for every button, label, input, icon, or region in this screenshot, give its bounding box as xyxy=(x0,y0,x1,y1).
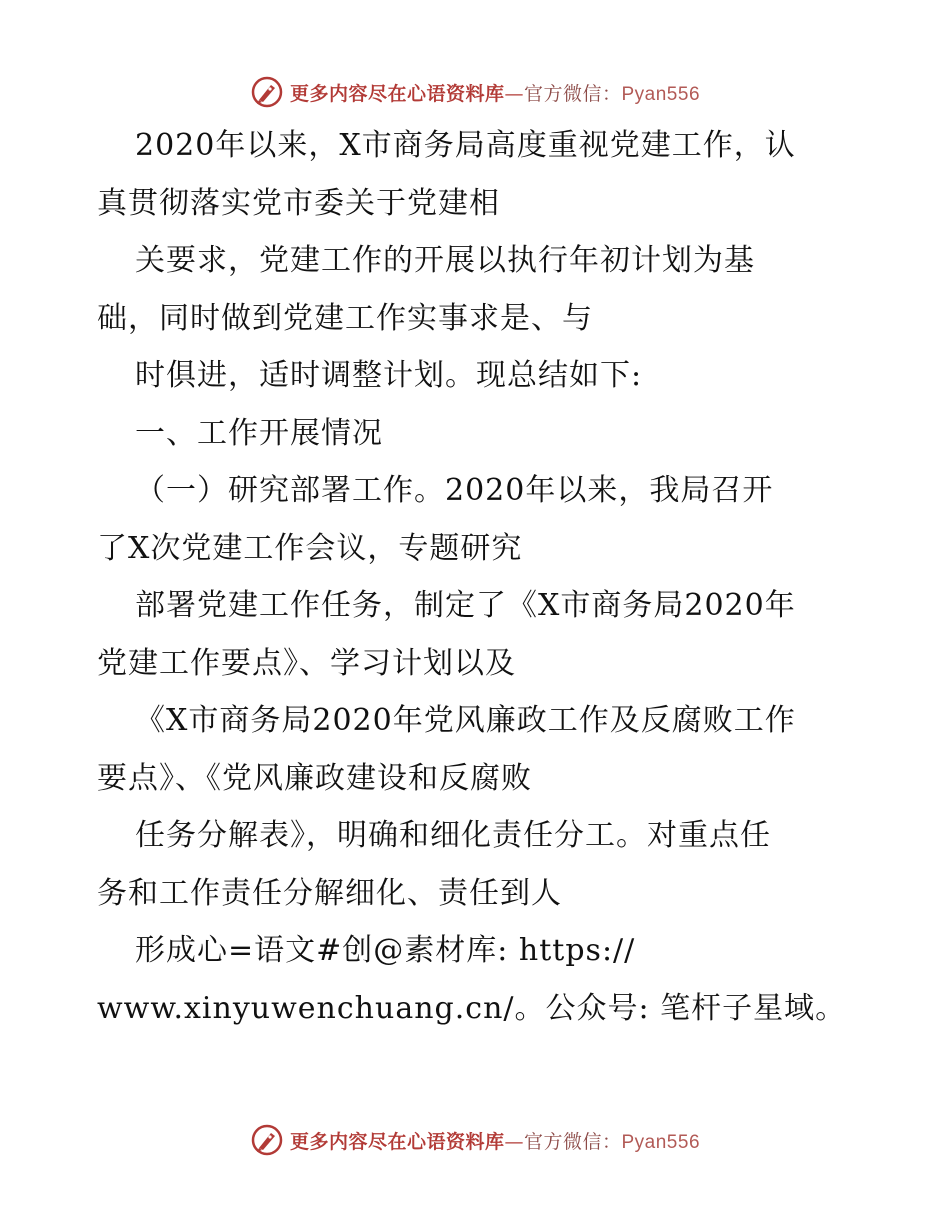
banner-wechat-id: Pyan556 xyxy=(621,1131,701,1153)
section-heading: 一、工作开展情况 xyxy=(135,415,383,451)
banner-wechat-id: Pyan556 xyxy=(621,83,701,105)
paragraph-line: 《X市商务局2020年党风廉政工作及反腐败工作 xyxy=(135,703,796,738)
paragraph-line: 2020年以来，X市商务局高度重视党建工作，认 xyxy=(135,128,796,163)
document-body xyxy=(97,117,857,1037)
paragraph-line: （一）研究部署工作。2020年以来，我局召开 xyxy=(135,473,774,508)
banner-separator: — xyxy=(504,82,524,105)
pen-nib-circle-icon xyxy=(250,1123,284,1157)
banner-slogan: 更多内容尽在心语资料库 xyxy=(289,1130,505,1153)
banner-separator: — xyxy=(504,1130,524,1153)
paragraph-line: www.xinyuwenchuang.cn/。公众号: 笔杆子星域。 xyxy=(97,990,847,1026)
paragraph-line: 形成心=语文#创@素材库: https:// xyxy=(135,933,636,968)
paragraph-line: 任务分解表》，明确和细化责任分工。对重点任 xyxy=(135,818,771,853)
banner-slogan: 更多内容尽在心语资料库 xyxy=(289,82,505,105)
paragraph-line: 真贯彻落实党市委关于党建相 xyxy=(97,185,500,221)
footer-banner xyxy=(0,1120,950,1160)
paragraph-line: 务和工作责任分解细化、责任到人 xyxy=(97,875,562,911)
paragraph-line: 了X次党建工作会议，专题研究 xyxy=(97,530,523,566)
paragraph-line: 党建工作要点》、学习计划以及 xyxy=(97,645,516,681)
paragraph-line: 础，同时做到党建工作实事求是、与 xyxy=(97,300,593,336)
paragraph-line: 时俱进，适时调整计划。现总结如下: xyxy=(135,358,643,393)
header-banner xyxy=(0,72,950,112)
paragraph-line: 关要求，党建工作的开展以执行年初计划为基 xyxy=(135,243,755,278)
paragraph-line: 要点》、《党风廉政建设和反腐败 xyxy=(97,760,532,796)
banner-wechat-label: 官方微信： xyxy=(523,1130,622,1153)
banner-wechat-label: 官方微信： xyxy=(523,82,622,105)
pen-nib-circle-icon xyxy=(250,75,284,109)
paragraph-line: 部署党建工作任务，制定了《X市商务局2020年 xyxy=(135,588,796,623)
